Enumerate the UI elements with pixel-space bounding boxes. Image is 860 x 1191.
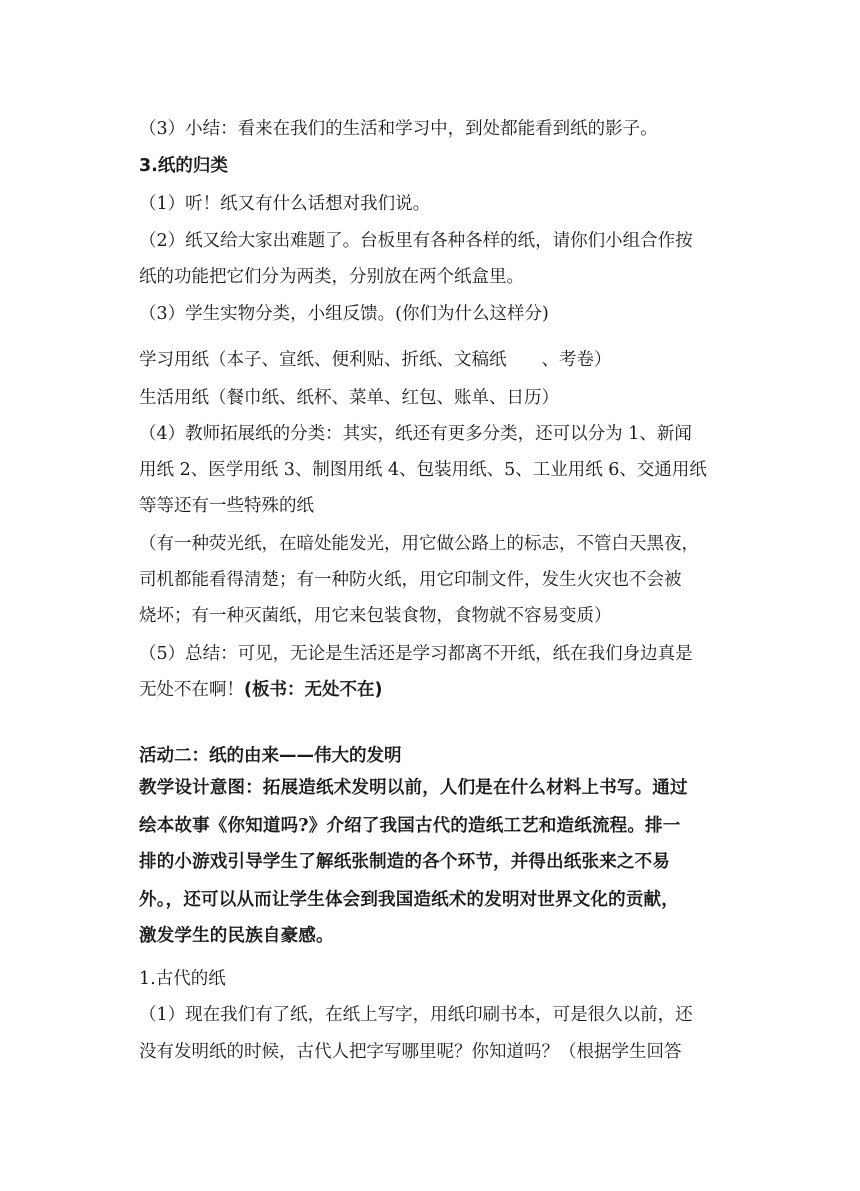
text-line: 司机都能看得清楚；有一种防火纸，用它印制文件，发生火灾也不会被 (139, 570, 682, 590)
text-line: 纸的功能把它们分为两类，分别放在两个纸盒里。 (139, 267, 524, 287)
text-line: 生活用纸（餐巾纸、纸杯、菜单、红包、账单、日历） (139, 388, 559, 408)
subsection-heading: 1.古代的纸 (139, 969, 226, 989)
design-intent-line: 绘本故事《你知道吗?》介绍了我国古代的造纸工艺和造纸流程。排一 (139, 816, 681, 836)
text-line: 等等还有一些特殊的纸 (139, 496, 314, 516)
text-line (139, 677, 729, 703)
text-line: （4）教师拓展纸的分类：其实，纸还有更多分类，还可以分为 1、新闻 (139, 424, 692, 444)
design-intent-line: 外。，还可以从而让学生体会到我国造纸术的发明对世界文化的贡献， (139, 890, 679, 910)
text-line: （5）总结：可见，无论是生活还是学习都离不开纸，纸在我们身边真是 (139, 644, 693, 664)
text-line: （1）听！纸又有什么话想对我们说。 (139, 194, 431, 214)
section-heading: 3.纸的归类 (139, 156, 228, 176)
design-intent-line: 教学设计意图：拓展造纸术发明以前，人们是在什么材料上书写。通过 (139, 778, 688, 798)
text-line: （2）纸又给大家出难题了。台板里有各种各样的纸，请你们小组合作按 (139, 231, 693, 251)
text-span: 无处不在啊！ (139, 680, 244, 700)
design-intent-line: 激发学生的民族自豪感。 (139, 926, 334, 946)
text-line: 用纸 2、医学用纸 3、制图用纸 4、包装用纸、5、工业用纸 6、交通用纸 (139, 460, 707, 480)
text-line: （1）现在我们有了纸，在纸上写字，用纸印刷书本，可是很久以前，还 (139, 1005, 693, 1025)
text-line: （3）学生实物分类，小组反馈。(你们为什么这样分) (139, 304, 549, 324)
board-note: (板书：无处不在) (244, 680, 383, 700)
text-line: 烧坏；有一种灭菌纸，用它来包装食物，食物就不容易变质） (139, 606, 612, 626)
text-line: 学习用纸（本子、宣纸、便利贴、折纸、文稿纸 、考卷） (139, 350, 612, 370)
design-intent-line: 排的小游戏引导学生了解纸张制造的各个环节，并得出纸张来之不易 (139, 852, 670, 872)
text-line: 没有发明纸的时候，古代人把字写哪里呢？你知道吗？（根据学生回答 (139, 1042, 682, 1062)
text-line: （3）小结：看来在我们的生活和学习中，到处都能看到纸的影子。 (139, 119, 658, 139)
activity-heading: 活动二：纸的由来——伟大的发明 (139, 746, 402, 766)
text-line: （有一种荧光纸，在暗处能发光，用它做公路上的标志，不管白天黑夜， (139, 534, 699, 554)
